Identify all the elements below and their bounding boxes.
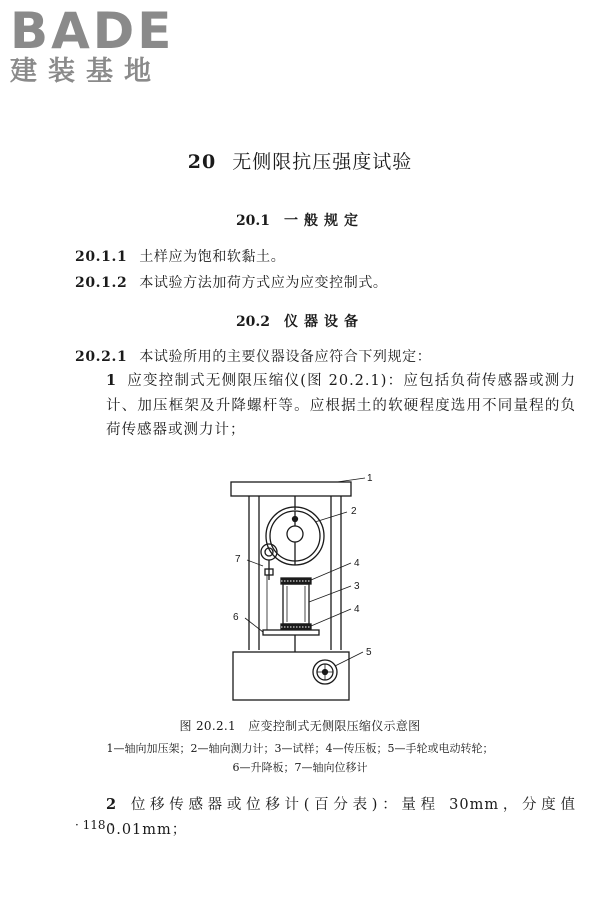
- dial-gauge: [287, 526, 303, 542]
- section-heading-20-2: [0, 311, 600, 331]
- callout-label: 4: [354, 558, 360, 569]
- callout-label: 5: [366, 647, 372, 658]
- item-text: 位移传感器或位移计(百分表)：量程 30mm，分度值 0.01mm；: [106, 797, 576, 838]
- clause-20-1-1: [75, 246, 285, 266]
- chapter-title: [0, 147, 600, 174]
- item-2: [75, 793, 576, 842]
- watermark-subtitle: 建装基地: [10, 56, 162, 87]
- clause-number: 20.2.1: [75, 349, 128, 365]
- figure-caption: 图 20.2.1 应变控制式无侧限压缩仪示意图: [179, 719, 421, 733]
- clause-20-1-2: [75, 272, 388, 292]
- clause-text: 本试验方法加荷方式应为应变控制式。: [139, 275, 388, 291]
- section-title: 一般规定: [284, 213, 365, 229]
- item-number: 1: [106, 372, 118, 389]
- callout-label: 3: [354, 581, 360, 592]
- item-number: 2: [106, 796, 118, 813]
- clause-text: 土样应为饱和软黏土。: [139, 249, 286, 265]
- item-text: 应变控制式无侧限压缩仪(图 20.2.1)：应包括负荷传感器或测力计、加压框架及升降螺杆等。应根据土的软硬程度选用不同量程的负荷传感器或测力计；: [106, 373, 576, 438]
- figure-legend-line-2: 6—升降板；7—轴向位移计: [232, 761, 368, 774]
- callout-label: 6: [233, 612, 239, 623]
- page-number: · 118 ·: [75, 818, 114, 832]
- clause-number: 20.1.1: [75, 249, 128, 265]
- section-number: 20.1: [235, 213, 271, 229]
- lifting-plate: [263, 630, 319, 635]
- displacement-gauge: [261, 544, 277, 560]
- watermark-logo: BADE: [10, 2, 175, 60]
- section-number: 20.2: [235, 314, 271, 330]
- callout-label: 2: [351, 506, 357, 517]
- top-beam: [231, 482, 351, 496]
- chapter-number: 20: [187, 151, 217, 173]
- callout-label: 1: [367, 473, 373, 484]
- figure-legend-line-1: 1—轴向加压架；2—轴向测力计；3—试样；4—传压板；5—手轮或电动转轮；: [106, 742, 494, 755]
- item-1: [75, 369, 576, 443]
- callout-label: 7: [235, 554, 241, 565]
- clause-text: 本试验所用的主要仪器设备应符合下列规定：: [139, 349, 432, 365]
- chapter-title-text: 无侧限抗压强度试验: [232, 151, 413, 173]
- section-title: 仪器设备: [284, 314, 365, 330]
- compression-apparatus-diagram: [227, 470, 387, 710]
- callout-label: 4: [354, 604, 360, 615]
- clause-20-2-1: [75, 346, 431, 366]
- section-heading-20-1: [0, 210, 600, 230]
- clause-number: 20.1.2: [75, 275, 128, 291]
